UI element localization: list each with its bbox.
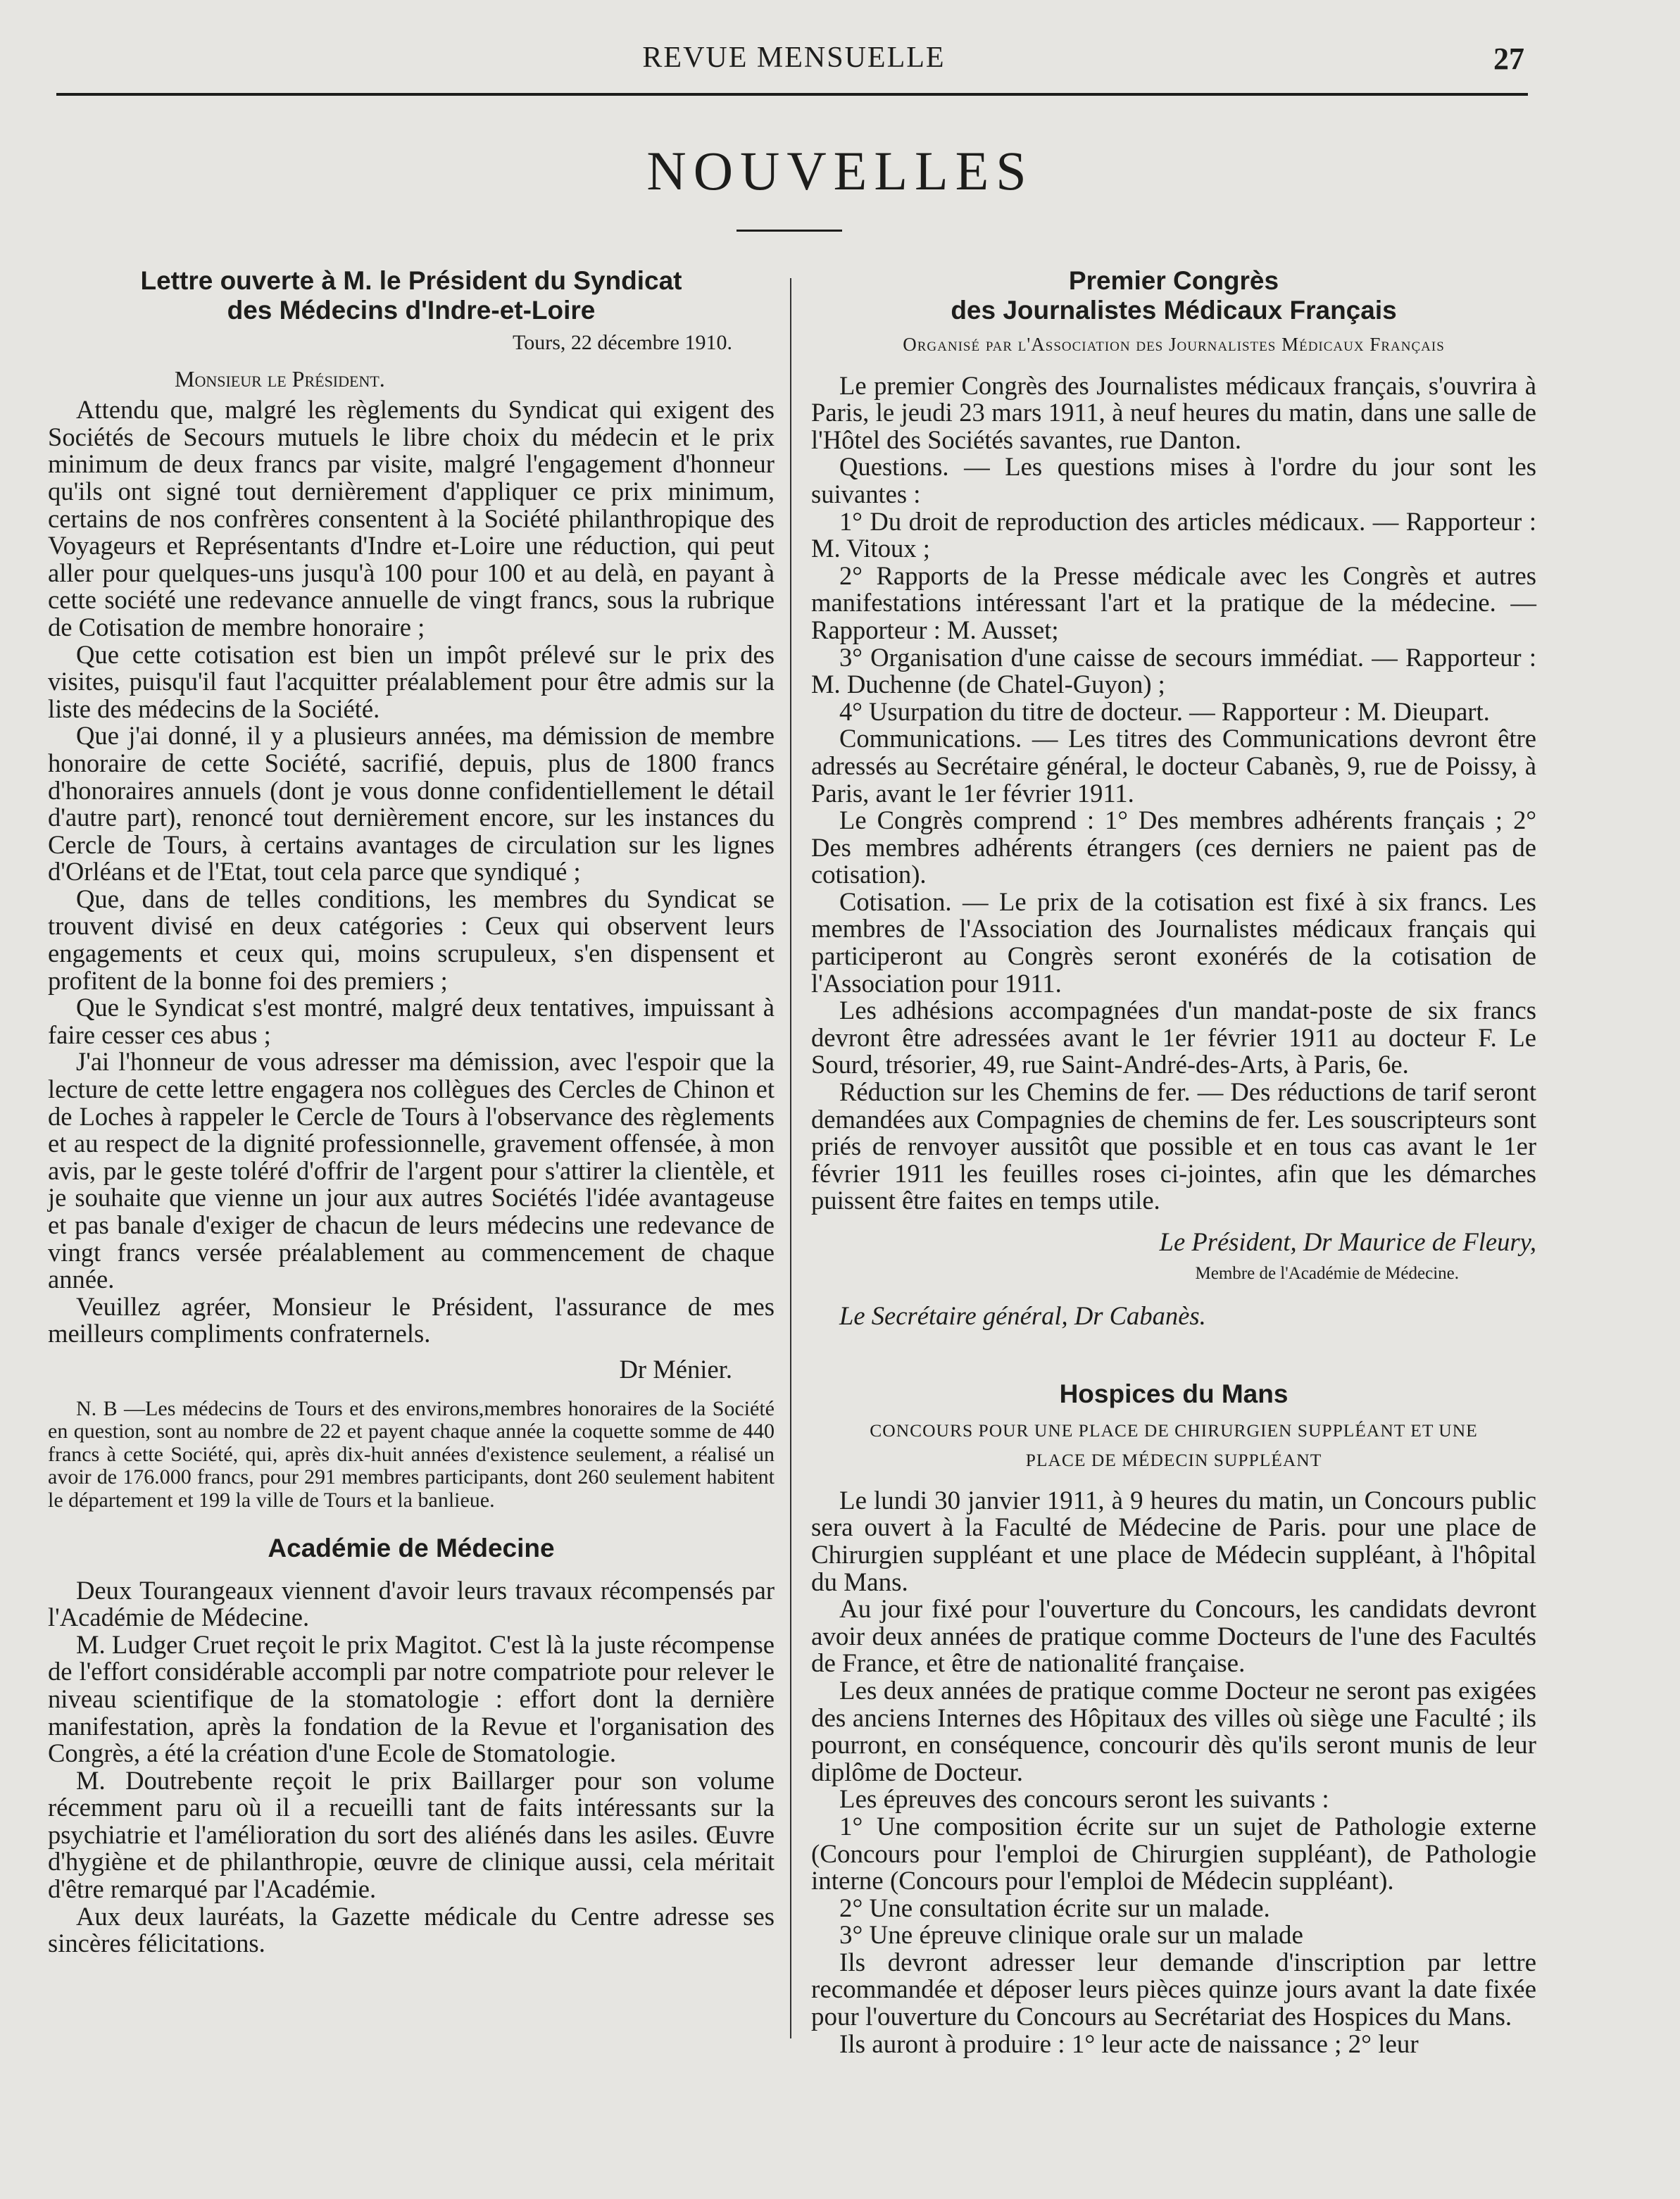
- academie-article: [48, 1534, 775, 1957]
- open-letter-article: [48, 266, 775, 1512]
- header-rule: [56, 93, 1528, 96]
- article-title: [48, 266, 775, 325]
- paragraph: Que le Syndicat s'est montré, malgré deux tentatives, impuissant à faire cesser ces abus ;: [48, 993, 775, 1049]
- secretary-signature-text: Le Secrétaire général, Dr Cabanès.: [839, 1301, 1206, 1331]
- paragraph: M. Doutrebente reçoit le prix Baillarger pour son volume récemment paru où il a recueilli tant de faits intéressants sur la psychiatrie et l'amélioration du sort des aliénés dans les asiles. Œuvre d'hygiène et de philanthropie, œuvre de clinique aussi, cela méritait d'être remarqué par l'Académie.: [48, 1765, 775, 1904]
- right-column: [811, 266, 1536, 2058]
- list-item: 1° Du droit de reproduction des articles médicaux. — Rapporteur : M. Vitoux ;: [811, 506, 1536, 563]
- paragraph: Communications. — Les titres des Communications devront être adressés au Secrétaire général, le docteur Cabanès, 9, rue de Poissy, à Paris, avant le 1er février 1911.: [811, 724, 1536, 808]
- president-signature-text: Le Président, Dr Maurice de Fleury,: [1159, 1227, 1536, 1256]
- secretary-signature: [811, 1303, 1536, 1330]
- dateline: Tours, 22 décembre 1910.: [513, 331, 732, 354]
- paragraph: Que cette cotisation est bien un impôt prélevé sur le prix des visites, puisqu'il faut l'acquitter préalablement pour être admis sur la liste des médecins de la Société.: [48, 639, 775, 723]
- hospices-article: [811, 1379, 1536, 2058]
- section-title: NOUVELLES: [646, 140, 1034, 201]
- list-item: 3° Une épreuve clinique orale sur un malade: [839, 1921, 1303, 1950]
- article-title-line: des Journalistes Médicaux Français: [951, 296, 1397, 325]
- running-title: REVUE MENSUELLE: [642, 42, 946, 74]
- paragraph: Réduction sur les Chemins de fer. — Des réductions de tarif seront demandées aux Compagnies de chemins de fer. Les souscripteurs sont priés de renvoyer aussitôt que possible et en tous cas avant le 1er février 1911 les feuilles roses ci-jointes, afin que les démarches puissent être faites en temps utile.: [811, 1077, 1536, 1215]
- article-title-line: des Médecins d'Indre-et-Loire: [227, 296, 596, 325]
- paragraph: Que, dans de telles conditions, les membres du Syndicat se trouvent divisé en deux catégories : Ceux qui observent leurs engagements et ceux qui, moins scrupuleux, s'en dispensent et profitent de la bonne foi des premiers ;: [48, 884, 775, 995]
- column-divider: [790, 278, 791, 2038]
- paragraph: Les adhésions accompagnées d'un mandat-poste de six francs devront être adressées avant le 1er février 1911 au docteur F. Le Sourd, trésorier, 49, rue Saint-André-des-Arts, à Paris, 6e.: [811, 996, 1536, 1079]
- paragraph: Les deux années de pratique comme Docteur ne seront pas exigées des anciens Internes des Hôpitaux des villes où siège une Faculté ; ils pourront, en conséquence, concourir dès qu'ils seront munis de leur diplôme de Docteur.: [811, 1676, 1536, 1787]
- paragraph: Que j'ai donné, il y a plusieurs années, ma démission de membre honoraire de cette Société, sacrifié, depuis, plus de 1800 francs d'honoraires annuels (dont je vous donne confidentiellement le détail d'autre part), renoncé tout dernièrement encore, sur les instances du Cercle de Tours, à certains avantages de circulation sur les lignes d'Orléans et de l'Etat, tout cela parce que syndiqué ;: [48, 721, 775, 887]
- article-subtitle: [811, 1416, 1536, 1475]
- list-item: 3° Organisation d'une caisse de secours immédiat. — Rapporteur : M. Duchenne (de Chatel-Guyon) ;: [811, 642, 1536, 699]
- article-title: [811, 266, 1536, 325]
- page-number: 27: [1493, 42, 1524, 76]
- paragraph: M. Ludger Cruet reçoit le prix Magitot. C'est là la juste récompense de l'effort considérable accompli par notre compatriote pour relever le niveau scientifique de la stomatologie : effort dont la dernière manifestation, après la fondation de la Revue et l'organisation des Congrès, a été la création d'une Ecole de Stomatologie.: [48, 1629, 775, 1768]
- nota-bene: [48, 1398, 775, 1512]
- nota-bene-text: N. B —Les médecins de Tours et des environs,membres honoraires de la Société en question, sont au nombre de 22 et payent chaque année la coquette somme de 440 francs à cette Société, qui, après dix-huit années d'existence seulement, a réalisé un avoir de 176.000 francs, pour 291 membres participants, dont 260 seulement habitent le département et 199 la ville de Tours et la banlieue.: [48, 1396, 775, 1512]
- paragraph: Ils devront adresser leur demande d'inscription par lettre recommandée et déposer leurs pièces quinze jours avant la date fixée pour l'ouverture du Concours au Secrétariat des Hospices du Mans.: [811, 1948, 1536, 2032]
- president-signature: [811, 1229, 1536, 1256]
- title-rule: [736, 230, 842, 232]
- article-title: Académie de Médecine: [268, 1533, 555, 1562]
- paragraph: Attendu que, malgré les règlements du Syndicat qui exigent des Sociétés de Secours mutuels le libre choix du médecin et le prix minimum de deux francs par visite, malgré l'engagement d'honneur qu'ils ont signé tout dernièrement d'appliquer ce prix minimum, certains de nos confrères consentent à la Société philanthropique des Voyageurs et Représentants d'Indre et-Loire une réduction, qui peut aller pour quelques-uns jusqu'à 100 pour 100 et au delà, en payant à cette société une redevance annuelle de vingt francs, sous la rubrique de Cotisation de membre honoraire ;: [48, 395, 775, 641]
- president-title: Membre de l'Académie de Médecine.: [1195, 1263, 1459, 1283]
- article-subtitle-line: PLACE DE MÉDECIN SUPPLÉANT: [1025, 1449, 1322, 1470]
- paragraph: Au jour fixé pour l'ouverture du Concours, les candidats devront avoir deux années de pratique comme Docteurs de l'une des Facultés de France, et être de nationalité française.: [811, 1595, 1536, 1679]
- paragraph: Le lundi 30 janvier 1911, à 9 heures du matin, un Concours public sera ouvert à la Faculté de Médecine de Paris. pour une place de Chirurgien suppléant et une place de Médecin suppléant, à l'hôpital du Mans.: [811, 1486, 1536, 1597]
- paragraph: Questions. — Les questions mises à l'ordre du jour sont les suivantes :: [811, 452, 1536, 508]
- article-title: Hospices du Mans: [1059, 1379, 1289, 1408]
- paragraph: Aux deux lauréats, la Gazette médicale du Centre adresse ses sincères félicitations.: [48, 1901, 775, 1958]
- article-title-line: Premier Congrès: [1068, 266, 1279, 295]
- paragraph: Les épreuves des concours seront les suivants :: [839, 1785, 1329, 1815]
- paragraph: J'ai l'honneur de vous adresser ma démission, avec l'espoir que la lecture de cette lettre engagera nos collègues des Cercles de Chinon et de Loches à rappeler le Cercle de Tours à l'observance des règlements et au respect de la dignité professionnelle, gravement offensée, à mon avis, par le geste toléré d'offrir de l'argent pour s'attirer la clientèle, et je souhaite que vienne un jour aux autres Sociétés l'idée avantageuse et pas banale d'exiger de chacun de leurs médecins une redevance de vingt francs versée préalablement au commencement de chaque année.: [48, 1047, 775, 1294]
- page-header: [63, 41, 1524, 80]
- paragraph: Veuillez agréer, Monsieur le Président, l'assurance de mes meilleurs compliments confraternels.: [48, 1291, 775, 1348]
- list-item: 1° Une composition écrite sur un sujet de Pathologie externe (Concours pour l'emploi de Chirurgien suppléant), de Pathologie interne (Concours pour l'emploi de Médecin suppléant).: [811, 1812, 1536, 1896]
- list-item: 2° Rapports de la Presse médicale avec les Congrès et autres manifestations intéressant l'art et la pratique de la médecine. — Rapporteur : M. Ausset;: [811, 560, 1536, 644]
- article-subtitle-line: CONCOURS POUR UNE PLACE DE CHIRURGIEN SUPPLÉANT ET UNE: [870, 1420, 1478, 1441]
- congres-article: [811, 266, 1536, 1330]
- list-item: 4° Usurpation du titre de docteur. — Rapporteur : M. Dieupart.: [839, 696, 1490, 726]
- paragraph: Ils auront à produire : 1° leur acte de naissance ; 2° leur: [839, 2029, 1419, 2059]
- list-item: 2° Une consultation écrite sur un malade.: [839, 1893, 1270, 1923]
- salutation: Monsieur le Président.: [175, 365, 385, 391]
- signature: Dr Ménier.: [619, 1354, 732, 1384]
- article-title-line: Lettre ouverte à M. le Président du Syndicat: [140, 266, 682, 295]
- paragraph: Le premier Congrès des Journalistes médicaux français, s'ouvrira à Paris, le jeudi 23 mars 1911, à neuf heures du matin, dans une salle de l'Hôtel des Sociétés savantes, rue Danton.: [811, 370, 1536, 454]
- paragraph: Deux Tourangeaux viennent d'avoir leurs travaux récompensés par l'Académie de Médecine.: [48, 1575, 775, 1632]
- paragraph: Cotisation. — Le prix de la cotisation est fixé à six francs. Les membres de l'Association des Journalistes médicaux français qui participeront au Congrès seront exonérés de la cotisation de l'Association pour 1911.: [811, 887, 1536, 998]
- left-column: [48, 266, 775, 1957]
- organizer-line: Organisé par l'Association des Journalistes Médicaux Français: [903, 334, 1445, 355]
- paragraph: Le Congrès comprend : 1° Des membres adhérents français ; 2° Des membres adhérents étrangers (ces derniers ne paient pas de cotisation).: [811, 806, 1536, 889]
